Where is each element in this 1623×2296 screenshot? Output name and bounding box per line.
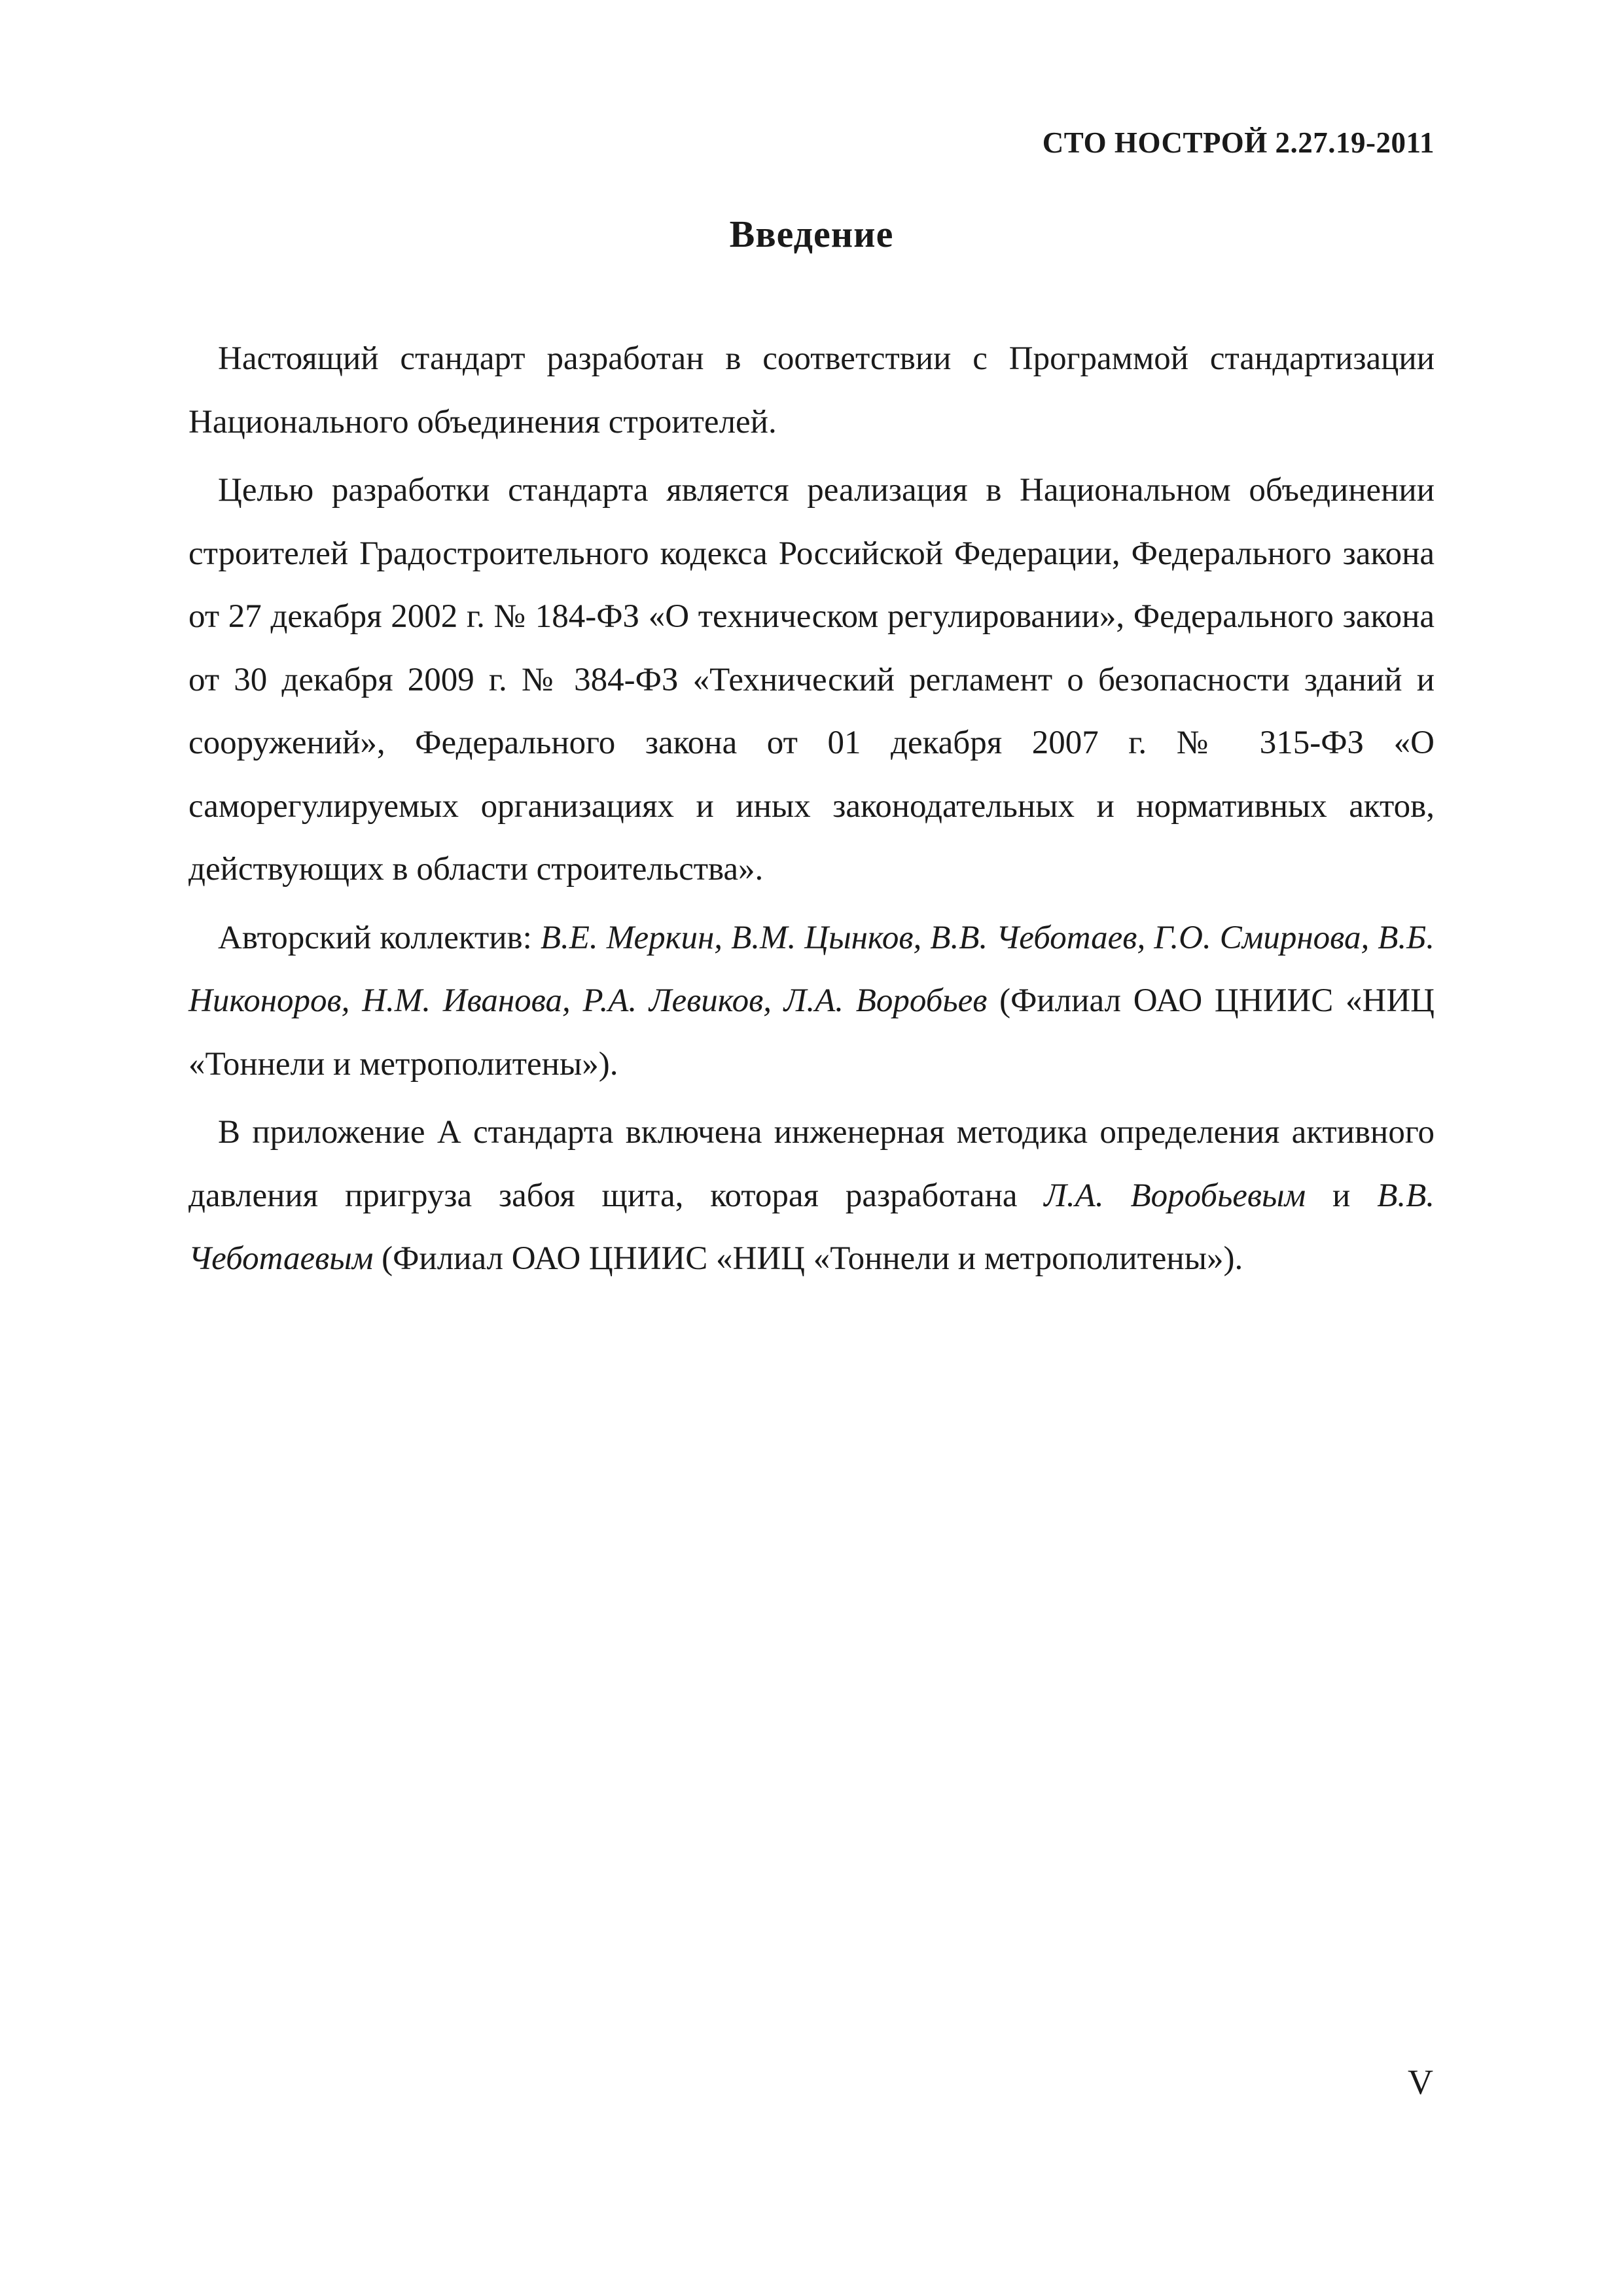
paragraph-appendix — [188, 1101, 1435, 1291]
authors-names: В.Е. Меркин, В.М. Цынков, В.В. Чеботаев, Г.О. Смирнова, В.Б. Никоноров, Н.М. Иванова, Р.А. Левиков, Л.А. Воробьев — [188, 919, 1435, 1019]
authors-organization: (Филиал ОАО ЦНИИС «НИЦ «Тоннели и метрополитены»). — [188, 982, 1435, 1083]
paragraph-purpose — [188, 459, 1435, 901]
paragraph-purpose-text: Целью разработки стандарта является реализация в Национальном объединении строителей Градостроительного кодекса Российской Федерации, Федерального закона от 27 декабря 2002 г. № 184-ФЗ «О техническом регулировании», Федерального закона от 30 декабря 2009 г. № 384-ФЗ «Технический регламент о безопасности зданий и сооружений», Федерального закона от 01 декабря 2007 г. № 315-ФЗ «О саморегулируемых организациях и иных законодательных и нормативных актов, действующих в области строительства». — [188, 472, 1435, 888]
appendix-author-2: В.В. Чеботаевым — [188, 1177, 1435, 1277]
appendix-lead: В приложение А стандарта включена инженерная методика определения активного давления пригруза забоя щита, которая разработана — [188, 1114, 1435, 1214]
paragraph-program — [188, 327, 1435, 454]
body-text — [188, 327, 1435, 1296]
appendix-organization: (Филиал ОАО ЦНИИС «НИЦ «Тоннели и метрополитены»). — [373, 1240, 1243, 1277]
page-number: V — [1408, 2062, 1433, 2102]
paragraph-authors — [188, 906, 1435, 1096]
paragraph-program-text: Настоящий стандарт разработан в соответствии с Программой стандартизации Национального объединения строителей. — [188, 340, 1435, 440]
authors-lead: Авторский коллектив: — [218, 919, 541, 956]
document-code: СТО НОСТРОЙ 2.27.19-2011 — [1042, 126, 1435, 159]
section-title: Введение — [729, 213, 894, 255]
appendix-author-1: Л.А. Воробьевым — [1044, 1177, 1306, 1214]
appendix-conjunction: и — [1306, 1177, 1378, 1214]
